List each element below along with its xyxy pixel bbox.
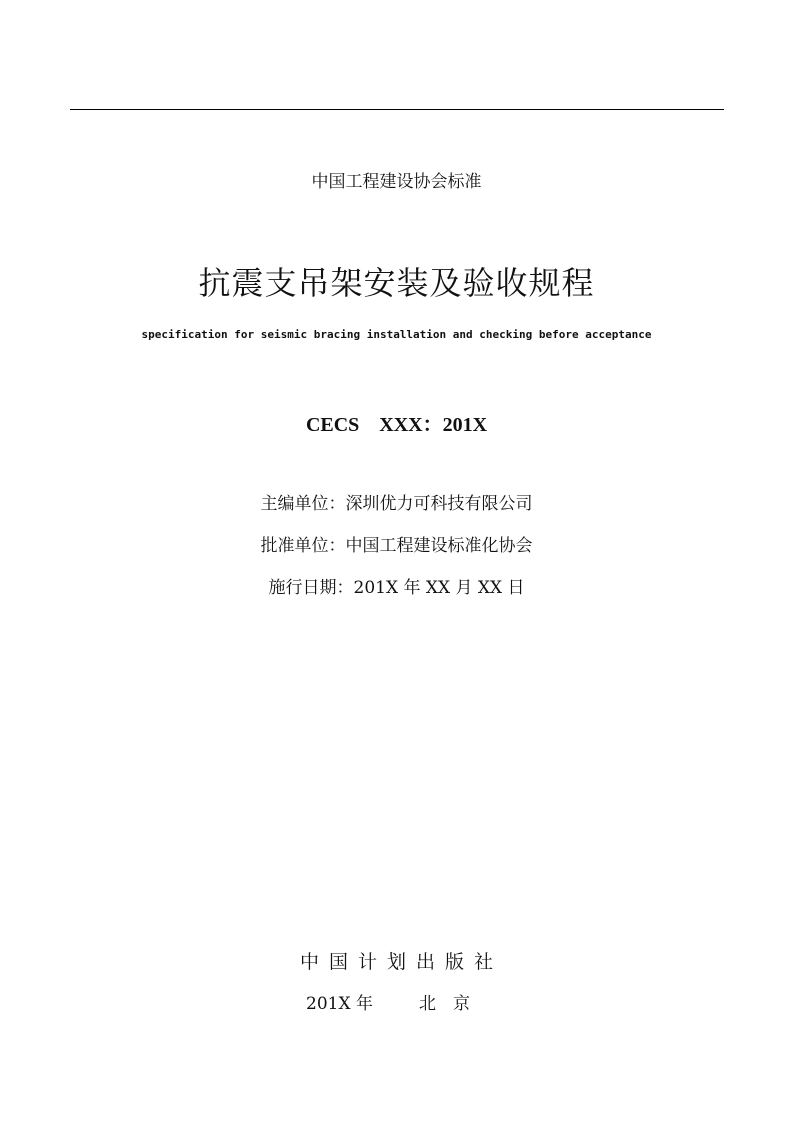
top-rule bbox=[70, 109, 724, 110]
approval-unit: 批准单位：中国工程建设标准化协会 bbox=[260, 536, 533, 556]
standard-code: CECS XXX：201X bbox=[305, 414, 488, 436]
association-name: 中国工程建设协会标准 bbox=[311, 172, 482, 192]
publication-year: 201X 年 bbox=[306, 994, 373, 1014]
publisher-name: 中国计划出版社 bbox=[299, 951, 503, 973]
editor-unit: 主编单位：深圳优力可科技有限公司 bbox=[260, 494, 533, 514]
document-title: 抗震支吊架安装及验收规程 bbox=[198, 264, 595, 302]
publication-city: 北京 bbox=[418, 994, 487, 1014]
effective-date: 施行日期：201X 年 XX 月 XX 日 bbox=[268, 578, 525, 598]
english-title: specification for seismic bracing installation and checking before acceptance bbox=[141, 328, 652, 341]
publication-place bbox=[0, 992, 793, 1016]
